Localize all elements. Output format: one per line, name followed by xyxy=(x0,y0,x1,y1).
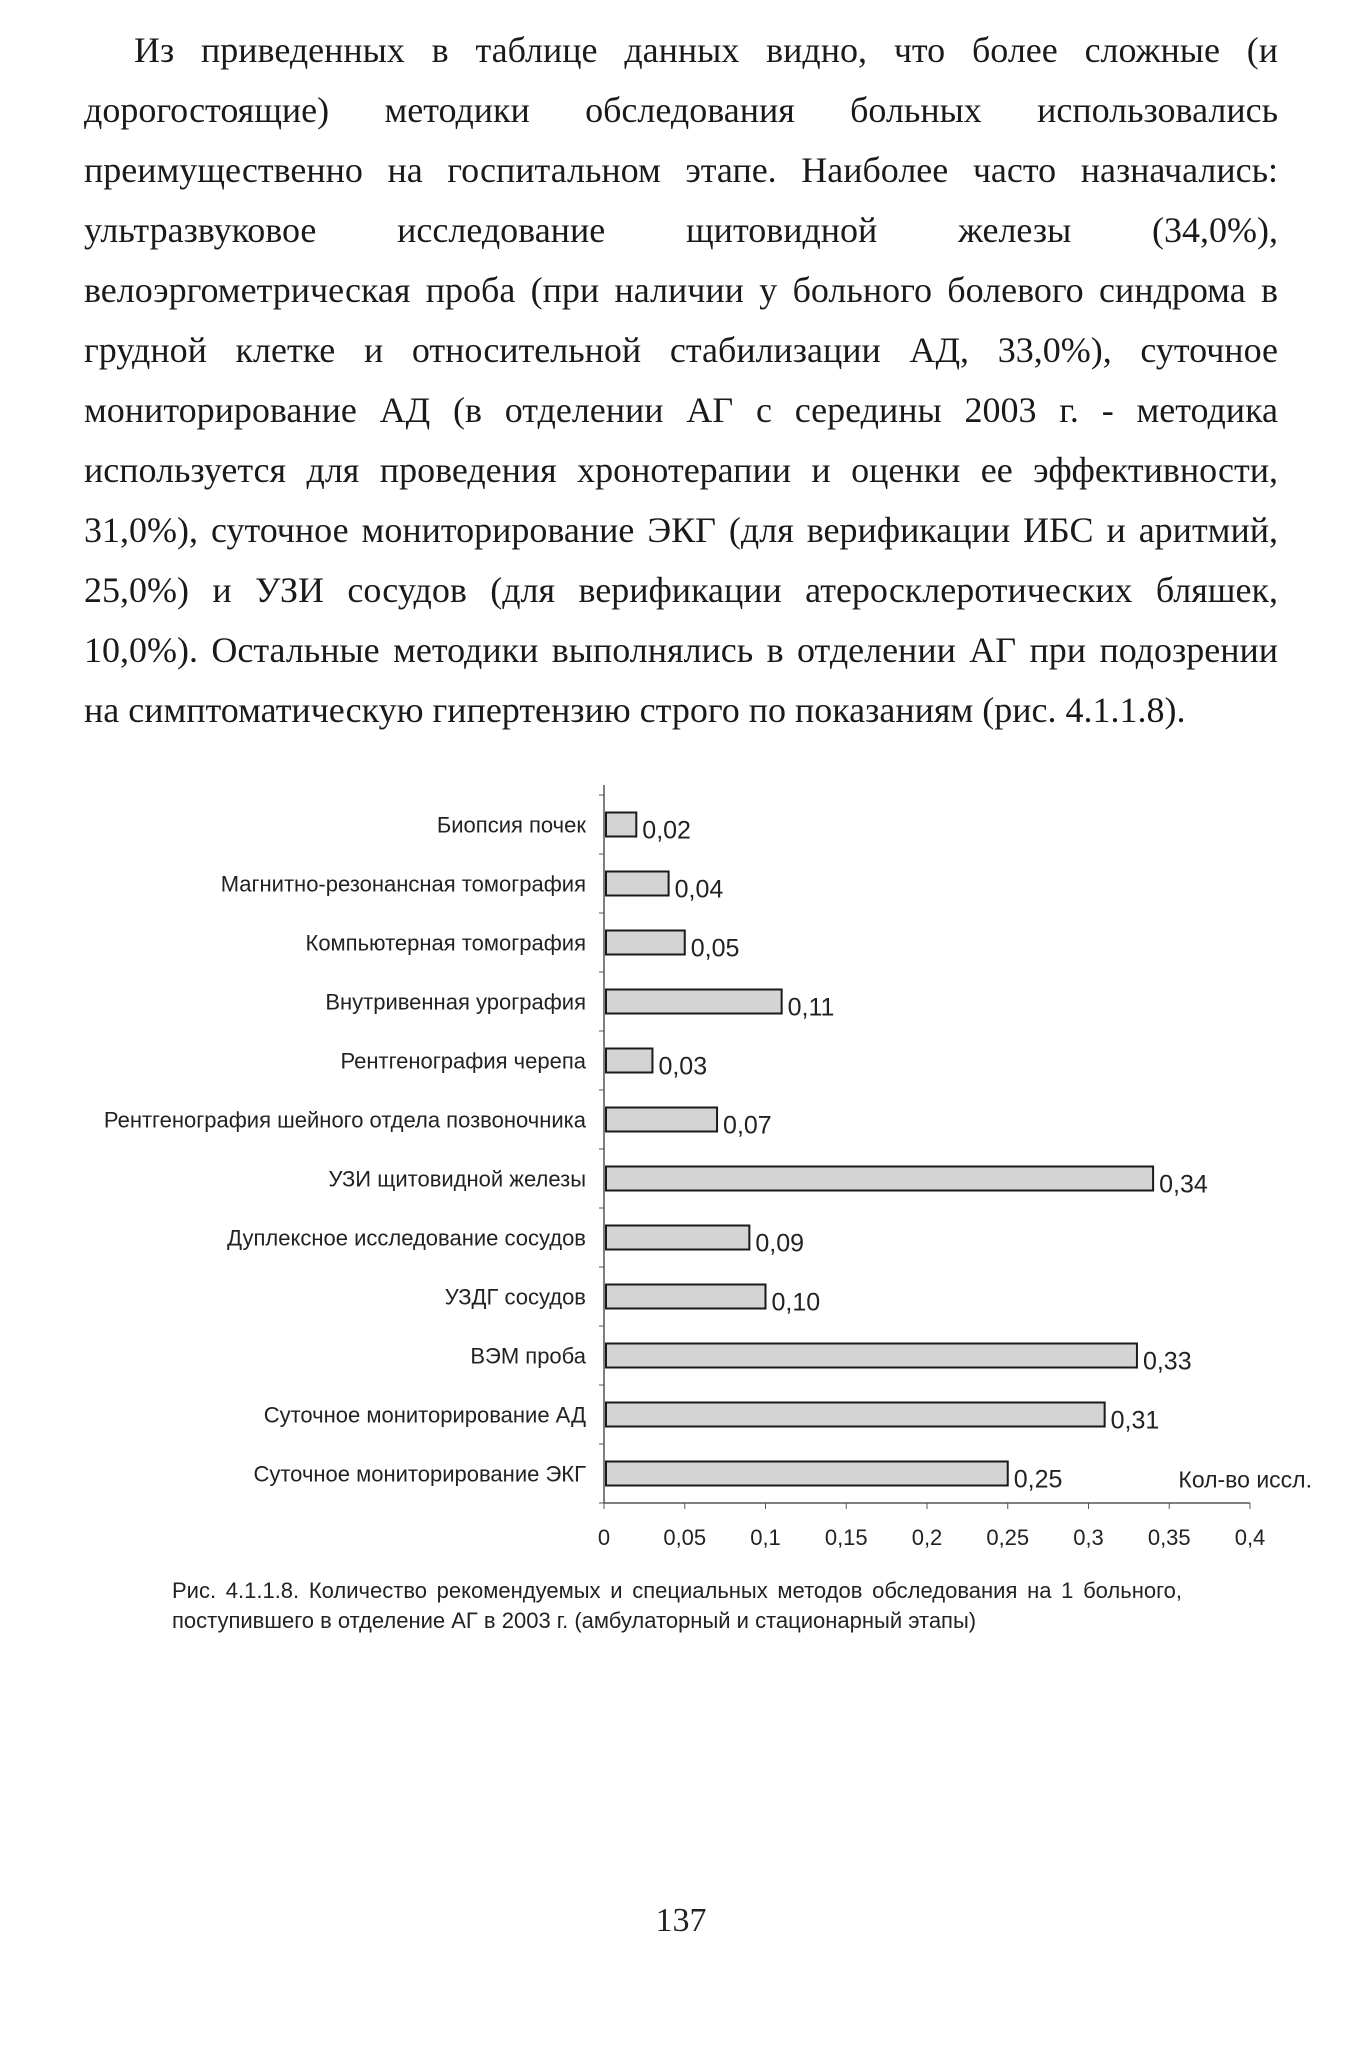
bar xyxy=(606,1226,749,1250)
bar xyxy=(606,931,685,955)
category-label: Суточное мониторирование АД xyxy=(263,1402,586,1428)
category-label: УЗИ щитовидной железы xyxy=(328,1166,586,1192)
data-label: 0,02 xyxy=(642,816,691,845)
horizontal-bar-chart xyxy=(0,780,1362,1570)
bar xyxy=(606,1049,652,1073)
x-tick-label: 0,05 xyxy=(663,1525,707,1550)
body-paragraph: Из приведенных в таблице данных видно, что более сложные (и дорогостоящие) методики обследования больных использовались преимущественно на госпитальном этапе. Наиболее часто назначались: ультразвуковое исследование щитовидной железы (34,0%), велоэргометрическая проба (при наличии у больного болевого синдрома в грудной клетке и относительной стабилизации АД, 33,0%), суточное мониторирование АД (в отделении АГ с середины 2003 г. - методика используется для проведения хронотерапии и оценки ее эффективности, 31,0%), суточное мониторирование ЭКГ (для верификации ИБС и аритмий, 25,0%) и УЗИ сосудов (для верификации атеросклеротических бляшек, 10,0%). Остальные методики выполнялись в отделении АГ при подозрении на симптоматическую гипертензию строго по показаниям (рис. 4.1.1.8). xyxy=(84,30,1278,730)
category-label: Суточное мониторирование ЭКГ xyxy=(253,1461,586,1487)
x-tick-label: 0,4 xyxy=(1234,1525,1266,1550)
data-label: 0,07 xyxy=(723,1111,772,1140)
figure-caption: Рис. 4.1.1.8. Количество рекомендуемых и специальных методов обследования на 1 больного, поступившего в отделение АГ в 2003 г. (амбулаторный и стационарный этапы) xyxy=(172,1578,1182,1633)
x-tick-label: 0,3 xyxy=(1073,1525,1104,1550)
data-label: 0,09 xyxy=(755,1229,805,1258)
bar xyxy=(606,990,782,1014)
data-label: 0,31 xyxy=(1110,1406,1160,1435)
category-label: Рентгенография черепа xyxy=(340,1048,586,1074)
x-axis-label: Кол-во иссл. xyxy=(1178,1466,1312,1493)
category-label: Биопсия почек xyxy=(436,812,586,838)
category-label: ВЭМ проба xyxy=(470,1343,586,1369)
category-label: Магнитно-резонансная томография xyxy=(220,871,586,897)
category-label: Рентгенография шейного отдела позвоночника xyxy=(103,1107,586,1133)
bar xyxy=(606,1462,1008,1486)
x-tick-label: 0 xyxy=(597,1525,611,1550)
x-tick-label: 0,25 xyxy=(986,1525,1030,1550)
bar xyxy=(606,1344,1137,1368)
x-tick-label: 0,2 xyxy=(911,1525,943,1550)
bar xyxy=(606,1403,1105,1427)
category-label: УЗДГ сосудов xyxy=(444,1284,586,1310)
data-label: 0,34 xyxy=(1159,1170,1208,1199)
x-tick-label: 0,15 xyxy=(824,1525,868,1550)
bar xyxy=(606,872,669,896)
data-label: 0,25 xyxy=(1013,1465,1063,1494)
bar xyxy=(606,1167,1153,1191)
data-label: 0,05 xyxy=(690,934,740,963)
category-label: Дуплексное исследование сосудов xyxy=(227,1225,586,1251)
page-number: 137 xyxy=(655,1902,707,1939)
x-tick-label: 0,35 xyxy=(1147,1525,1191,1550)
data-label: 0,33 xyxy=(1142,1347,1192,1376)
category-label: Компьютерная томография xyxy=(305,930,586,956)
bar xyxy=(606,1108,717,1132)
bar xyxy=(606,1285,766,1309)
x-tick-label: 0,1 xyxy=(750,1525,781,1550)
data-label: 0,04 xyxy=(674,875,724,904)
bar xyxy=(606,813,636,837)
category-label: Внутривенная урография xyxy=(325,989,586,1015)
data-label: 0,11 xyxy=(787,993,835,1022)
data-label: 0,10 xyxy=(771,1288,821,1317)
data-label: 0,03 xyxy=(658,1052,708,1081)
